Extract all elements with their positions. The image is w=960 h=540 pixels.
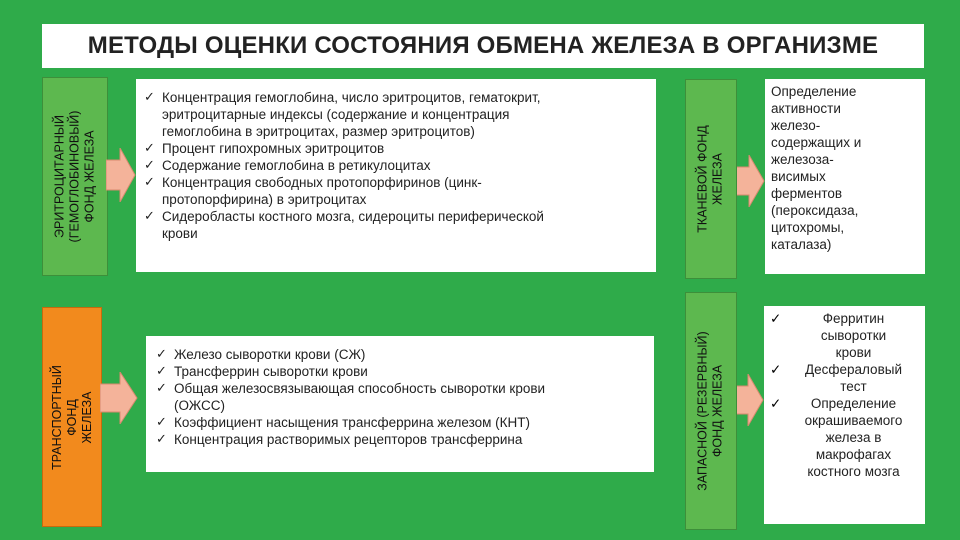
list-item: ✓ Концентрация свободных протопорфиринов (цинк- протопорфирина) в эритроцитах [144,175,482,207]
check-icon: ✓ [770,311,782,326]
list-item: ✓ Общая железосвязывающая способность сыворотки крови (ОЖСС) [156,381,546,413]
list-item: ✓ Ферритин сыворотки крови [770,311,887,360]
check-icon: ✓ [144,141,155,156]
check-icon: ✓ [144,209,155,224]
erythrocyte-fund-label: ЭРИТРОЦИТАРНЫЙ (ГЕМОГЛОБИНОВЫЙ) ФОНД ЖЕЛЕЗА [52,110,97,243]
check-icon: ✓ [156,415,167,430]
transport-fund-label-box [42,307,102,527]
reserve-methods-panel [764,306,925,524]
transport-methods-panel [146,336,654,472]
erythrocyte-fund-label-box [42,77,108,276]
list-item: ✓ Содержание гемоглобина в ретикулоцитах [144,158,431,173]
list-item: ✓ Определение окрашиваемого железа в макрофагах костного мозга [770,396,903,479]
arrow-transport [100,372,138,424]
tissue-methods-panel [765,79,925,274]
check-icon: ✓ [770,362,782,377]
list-item: ✓ Концентрация растворимых рецепторов трансферрина [156,432,523,447]
list-item: ✓ Десфераловый тест [770,362,902,394]
list-item: ✓ Концентрация гемоглобина, число эритроцитов, гематокрит, эритроцитарные индексы (содержание и концентрация гемоглобина в эритроцитах, размер эритроцитов) [144,90,541,139]
check-icon: ✓ [144,158,155,173]
list-item: ✓ Сидеробласты костного мозга, сидероциты периферической крови [144,209,544,241]
list-item: ✓ Коэффициент насыщения трансферрина железом (КНТ) [156,415,531,430]
title-banner [42,24,924,68]
check-icon: ✓ [156,364,167,379]
tissue-fund-label: ТКАНЕВОЙ ФОНД ЖЕЛЕЗА [696,125,726,233]
arrow-tissue [735,155,765,207]
page-title: МЕТОДЫ ОЦЕНКИ СОСТОЯНИЯ ОБМЕНА ЖЕЛЕЗА В ОРГАНИЗМЕ [87,32,879,59]
list-item: ✓ Трансферрин сыворотки крови [156,364,368,379]
check-icon: ✓ [156,432,167,447]
transport-fund-label: ТРАНСПОРТНЫЙ ФОНД ЖЕЛЕЗА [49,364,94,470]
tissue-methods-text: Определение активности железо- содержащих и железоза- висимых ферментов (пероксидаза, цитохромы, каталаза) [771,84,862,252]
list-item: ✓ Железо сыворотки крови (СЖ) [156,347,366,362]
reserve-fund-label: ЗАПАСНОЙ (РЕЗЕРВНЫЙ) ФОНД ЖЕЛЕЗА [696,331,725,491]
check-icon: ✓ [144,90,155,105]
list-item: ✓ Процент гипохромных эритроцитов [144,141,385,156]
erythrocyte-methods-panel [136,79,656,272]
reserve-fund-label-box [685,292,737,530]
arrow-erythrocyte [106,148,136,202]
check-icon: ✓ [156,347,167,362]
check-icon: ✓ [770,396,782,411]
check-icon: ✓ [156,381,167,396]
tissue-fund-label-box [685,79,737,279]
arrow-reserve [734,374,764,426]
check-icon: ✓ [144,175,155,190]
